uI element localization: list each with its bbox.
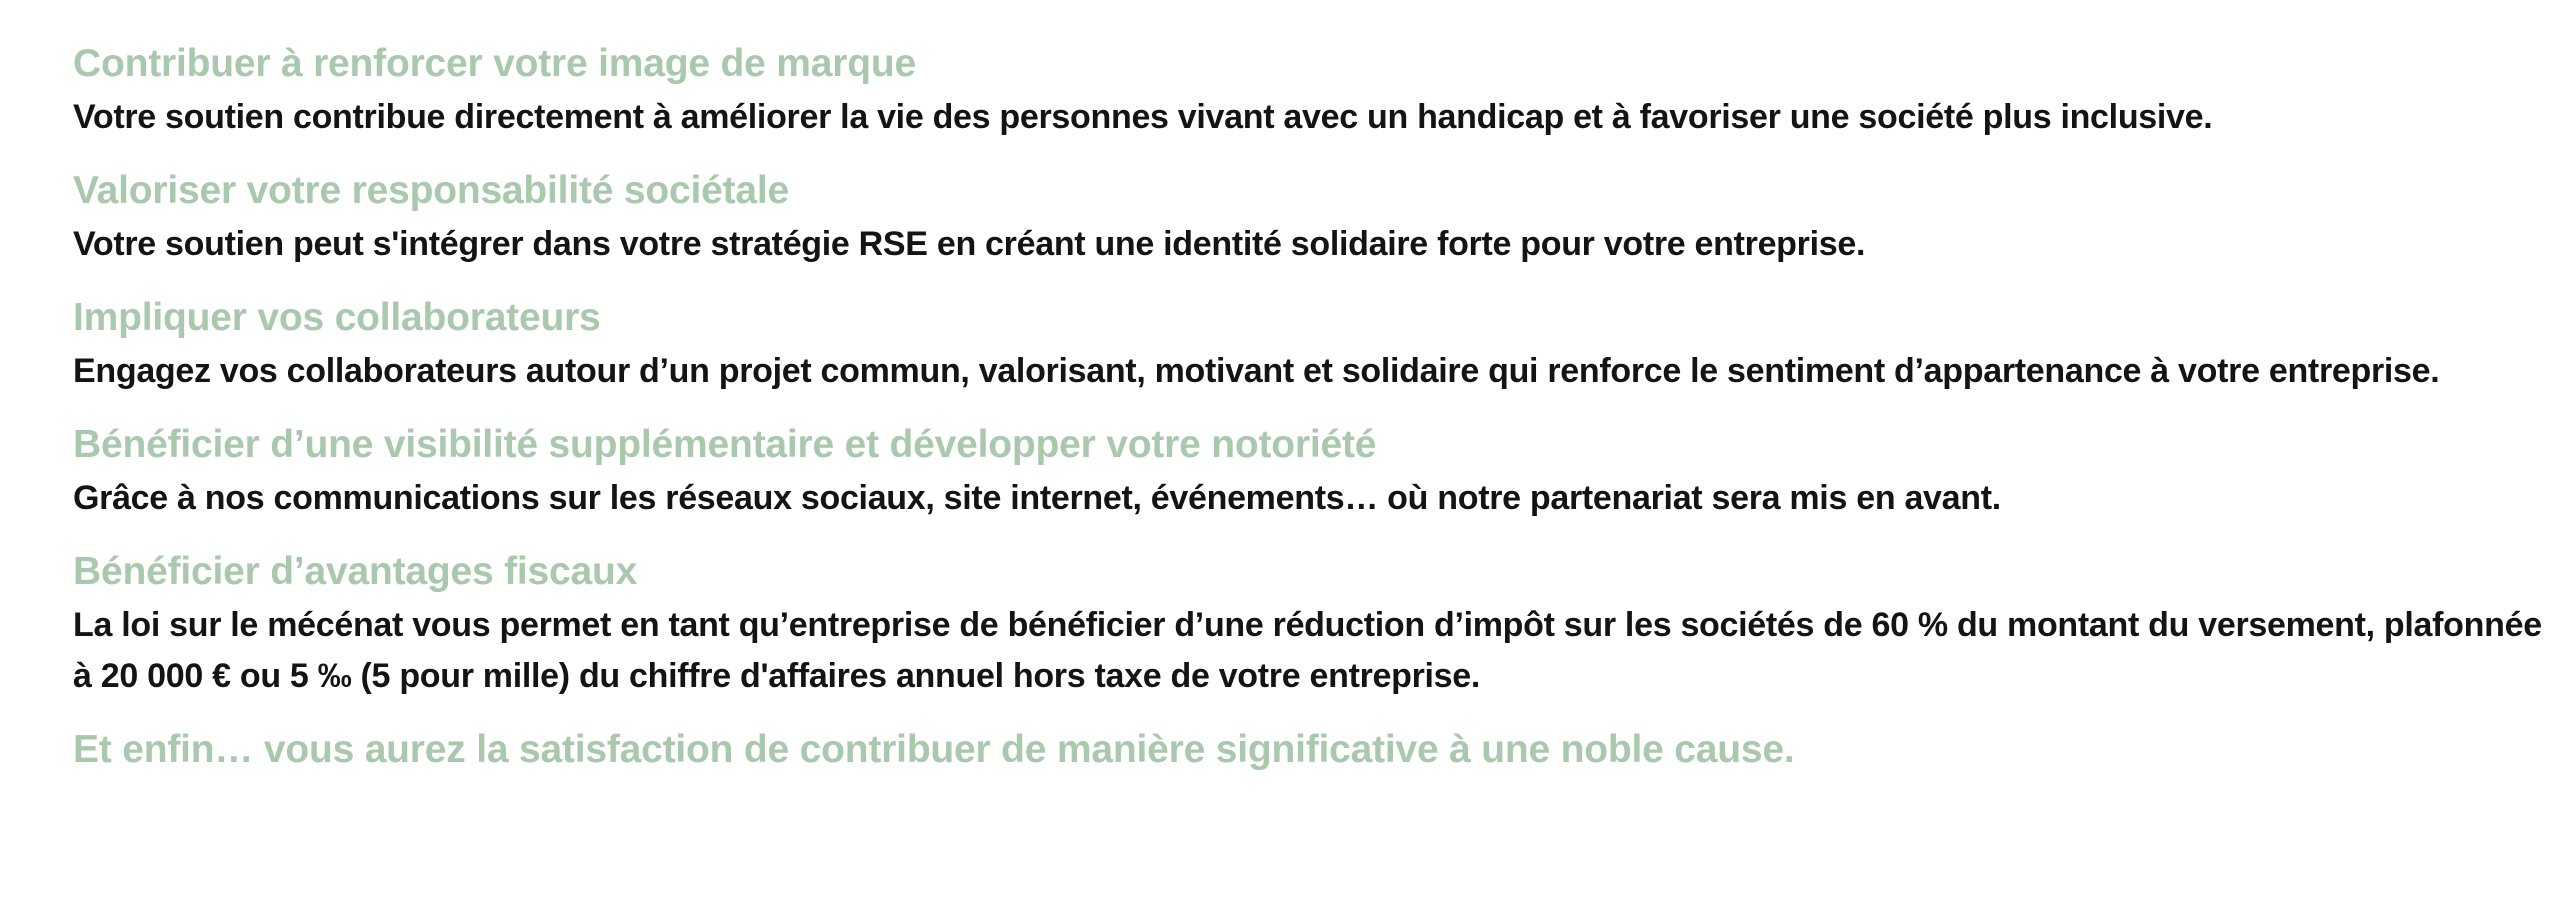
benefit-section-visibility <box>73 417 2543 524</box>
benefit-text: La loi sur le mécénat vous permet en tant qu’entreprise de bénéficier d’une réduction d’impôt sur les sociétés de 60 % du montant du versement, plafonnée à 20 000 € ou 5 ‰ (5 pour mille) du chiffre d'affaires annuel hors taxe de votre entreprise. <box>73 606 2542 695</box>
benefit-heading: Contribuer à renforcer votre image de marque <box>73 42 916 85</box>
benefit-heading: Bénéficier d’avantages fiscaux <box>73 550 638 593</box>
benefit-heading: Impliquer vos collaborateurs <box>73 296 601 339</box>
benefit-section-employees <box>73 290 2543 397</box>
benefit-section-brand-image <box>73 36 2543 143</box>
benefit-text: Engagez vos collaborateurs autour d’un projet commun, valorisant, motivant et solidaire qui renforce le sentiment d’appartenance à votre entreprise. <box>73 352 2440 390</box>
benefit-text: Grâce à nos communications sur les réseaux sociaux, site internet, événements… où notre partenariat sera mis en avant. <box>73 479 2001 517</box>
benefit-text: Votre soutien peut s'intégrer dans votre stratégie RSE en créant une identité solidaire forte pour votre entreprise. <box>73 225 1866 263</box>
closing-statement: Et enfin… vous aurez la satisfaction de contribuer de manière significative à une noble cause. <box>73 728 1795 771</box>
benefits-content <box>73 36 2543 778</box>
benefit-section-tax <box>73 544 2543 702</box>
benefit-section-social-responsibility <box>73 163 2543 270</box>
benefit-heading: Valoriser votre responsabilité sociétale <box>73 169 789 212</box>
benefit-text: Votre soutien contribue directement à améliorer la vie des personnes vivant avec un handicap et à favoriser une société plus inclusive. <box>73 98 2213 136</box>
benefit-heading: Bénéficier d’une visibilité supplémentaire et développer votre notoriété <box>73 423 1377 466</box>
